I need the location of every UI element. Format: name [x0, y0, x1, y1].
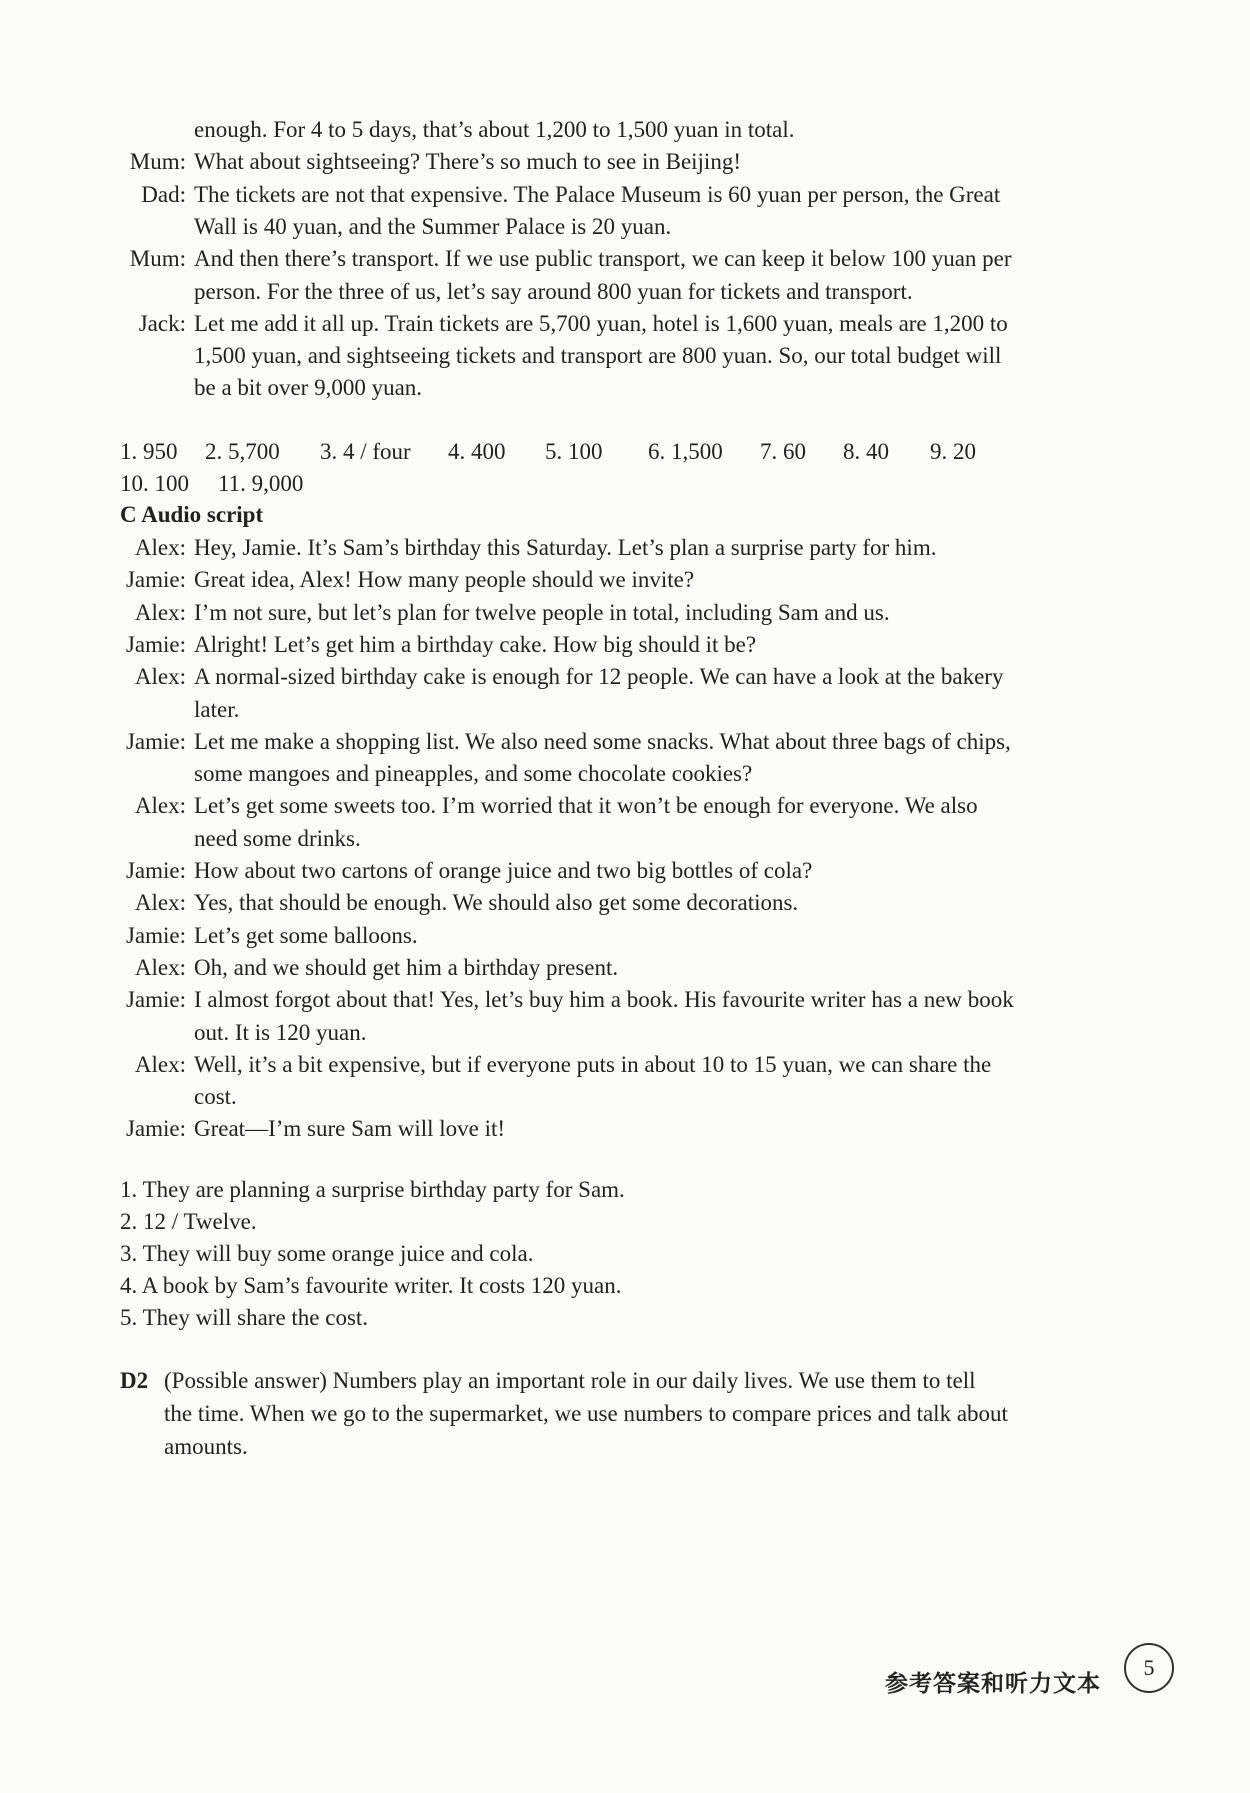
section-title: C Audio script	[120, 502, 264, 527]
answer-sentence: 1. They are planning a surprise birthday party for Sam.	[120, 1177, 625, 1202]
page-number: 5	[1124, 1643, 1174, 1693]
dialogue-text: The tickets are not that expensive. The Palace Museum is 60 yuan per person, the Great	[194, 181, 1001, 207]
speaker-name: Jamie:	[125, 922, 186, 948]
speaker-name: Mum:	[129, 149, 186, 175]
speaker-name: Jamie:	[125, 987, 186, 1013]
answer-item: 1. 950	[120, 439, 178, 464]
speaker-name: Alex:	[134, 954, 186, 980]
dialogue-text: person. For the three of us, let’s say around 800 yuan for tickets and transport.	[194, 278, 913, 304]
speaker-name: Jamie:	[125, 728, 186, 754]
dialogue-text: I almost forgot about that! Yes, let’s buy him a book. His favourite writer has a new book	[194, 987, 1014, 1013]
speaker-name: Mum:	[129, 246, 186, 272]
speaker-name: Alex:	[134, 535, 186, 560]
dialogue-text: out. It is 120 yuan.	[194, 1019, 367, 1045]
dialogue-text: Wall is 40 yuan, and the Summer Palace is 20 yuan.	[194, 213, 672, 239]
d2-text: (Possible answer) Numbers play an important role in our daily lives. We use them to tell	[164, 1368, 976, 1393]
dialogue-text: cost.	[194, 1084, 237, 1110]
speaker-name: Jack:	[138, 310, 186, 336]
speaker-name: Jamie:	[125, 631, 186, 657]
dialogue-text: A normal-sized birthday cake is enough for 12 people. We can have a look at the bakery	[194, 664, 1004, 690]
speaker-name: Jamie:	[125, 1116, 186, 1142]
dialogue-text: some mangoes and pineapples, and some chocolate cookies?	[194, 761, 753, 787]
speaker-name: Alex:	[134, 599, 186, 625]
dialogue-text: need some drinks.	[194, 825, 361, 851]
dialogue-text: 1,500 yuan, and sightseeing tickets and transport are 800 yuan. So, our total budget will	[194, 343, 1002, 369]
dialogue-text: How about two cartons of orange juice and two big bottles of cola?	[194, 858, 813, 883]
answer-item: 3. 4 / four	[320, 439, 411, 464]
answer-item: 5. 100	[545, 439, 603, 464]
dialogue-text: later.	[194, 696, 240, 722]
answer-sentence: 2. 12 / Twelve.	[120, 1209, 257, 1234]
answer-sentence: 4. A book by Sam’s favourite writer. It costs 120 yuan.	[120, 1273, 622, 1298]
dialogue-text: enough. For 4 to 5 days, that’s about 1,200 to 1,500 yuan in total.	[194, 117, 795, 142]
dialogue-text: Great—I’m sure Sam will love it!	[194, 1116, 506, 1142]
speaker-name: Alex:	[134, 890, 186, 916]
speaker-name: Alex:	[134, 664, 186, 690]
answer-sentence: 5. They will share the cost.	[120, 1305, 369, 1330]
dialogue-text: Alright! Let’s get him a birthday cake. How big should it be?	[194, 631, 757, 657]
dialogue-text: Hey, Jamie. It’s Sam’s birthday this Saturday. Let’s plan a surprise party for him.	[194, 535, 937, 560]
footer-title: 参考答案和听力文本	[885, 1671, 1101, 1697]
answer-item: 9. 20	[930, 439, 976, 464]
speaker-name: Jamie:	[125, 858, 186, 883]
answer-item: 7. 60	[760, 439, 806, 464]
answer-item: 4. 400	[448, 439, 506, 464]
dialogue-text: I’m not sure, but let’s plan for twelve people in total, including Sam and us.	[194, 599, 890, 625]
d2-text: the time. When we go to the supermarket, we use numbers to compare prices and talk about	[164, 1401, 1008, 1426]
dialogue-text: Let’s get some sweets too. I’m worried that it won’t be enough for everyone. We also	[194, 793, 978, 819]
answer-item: 6. 1,500	[648, 439, 723, 464]
dialogue-text: be a bit over 9,000 yuan.	[194, 375, 423, 401]
speaker-name: Dad:	[141, 181, 186, 207]
answer-item: 2. 5,700	[205, 439, 280, 464]
dialogue-text: Let me make a shopping list. We also need some snacks. What about three bags of chips,	[194, 728, 1011, 754]
answer-item: 8. 40	[843, 439, 889, 464]
dialogue-text: Yes, that should be enough. We should also get some decorations.	[194, 890, 799, 916]
answer-sentence: 3. They will buy some orange juice and cola.	[120, 1241, 534, 1266]
speaker-name: Alex:	[134, 1051, 186, 1077]
speaker-name: Alex:	[134, 793, 186, 819]
dialogue-text: Oh, and we should get him a birthday present.	[194, 954, 619, 980]
answer-item: 11. 9,000	[218, 471, 304, 497]
answer-item: 10. 100	[120, 471, 189, 497]
d2-text: amounts.	[164, 1434, 248, 1459]
dialogue-text: And then there’s transport. If we use public transport, we can keep it below 100 yuan per	[194, 246, 1012, 272]
speaker-name: Jamie:	[125, 567, 186, 593]
section-label-d2: D2	[120, 1368, 149, 1393]
dialogue-text: Let me add it all up. Train tickets are 5,700 yuan, hotel is 1,600 yuan, meals are 1,200 to	[194, 310, 1008, 336]
dialogue-text: Well, it’s a bit expensive, but if everyone puts in about 10 to 15 yuan, we can share the	[194, 1051, 992, 1077]
dialogue-text: Great idea, Alex! How many people should we invite?	[194, 567, 695, 593]
dialogue-text: What about sightseeing? There’s so much to see in Beijing!	[194, 149, 741, 175]
dialogue-text: Let’s get some balloons.	[194, 922, 418, 948]
